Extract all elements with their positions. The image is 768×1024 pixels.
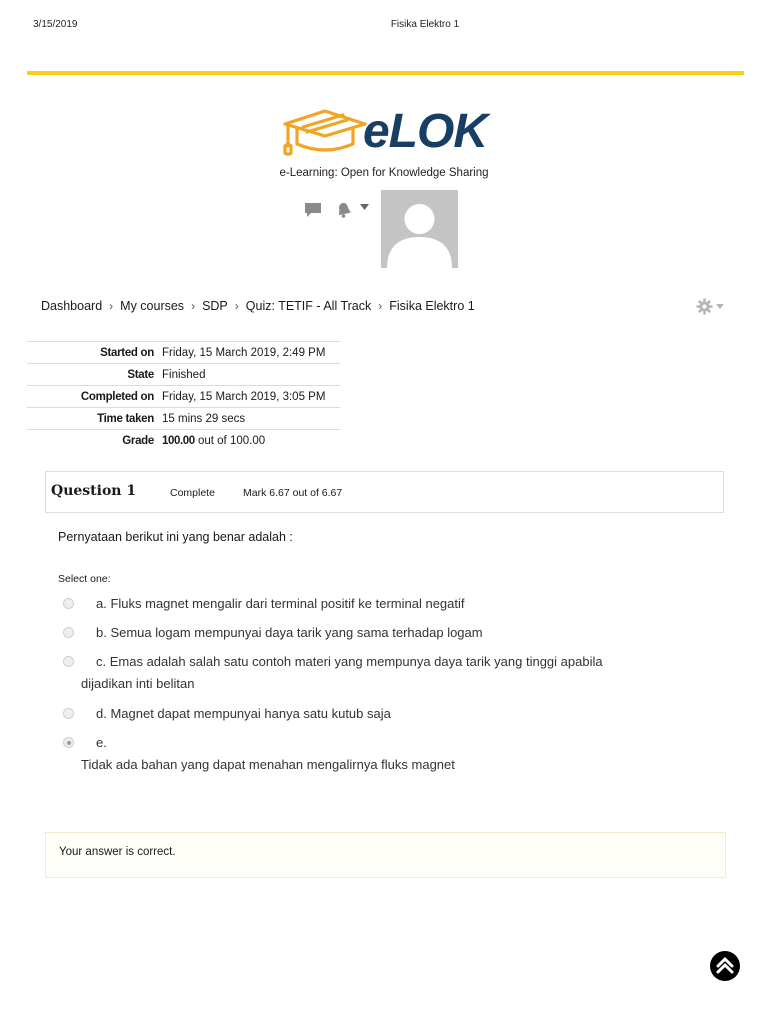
question-text: Pernyataan berikut ini yang benar adalah : xyxy=(58,530,293,544)
summary-value: Finished xyxy=(162,368,206,381)
summary-value: Friday, 15 March 2019, 2:49 PM xyxy=(162,346,326,359)
print-date: 3/15/2019 xyxy=(33,19,78,30)
summary-label: Started on xyxy=(100,346,154,359)
logo-text: eLOK xyxy=(362,105,487,158)
question-mark: Mark 6.67 out of 6.67 xyxy=(243,487,343,499)
summary-label: Completed on xyxy=(80,390,154,403)
quiz-summary-table xyxy=(27,341,340,451)
summary-value xyxy=(158,430,340,452)
summary-row-grade xyxy=(27,430,340,452)
back-to-top-icon[interactable] xyxy=(710,951,740,981)
summary-label: Time taken xyxy=(97,412,154,425)
grade-value: 100.00 xyxy=(162,434,195,447)
radio-button[interactable] xyxy=(63,708,74,719)
message-icon[interactable] xyxy=(304,202,322,218)
summary-label: State xyxy=(127,368,154,381)
summary-value: 15 mins 29 secs xyxy=(162,412,246,425)
header-accent-bar xyxy=(27,71,744,75)
breadcrumb-quiz[interactable]: Quiz: TETIF - All Track xyxy=(245,299,372,313)
summary-row-completed xyxy=(27,386,340,408)
summary-row-time-taken xyxy=(27,408,340,430)
site-logo[interactable] xyxy=(0,106,768,179)
radio-button[interactable] xyxy=(63,627,74,638)
graduation-cap-icon xyxy=(281,106,369,158)
user-menu[interactable] xyxy=(304,190,458,268)
default-user-avatar-icon xyxy=(381,190,458,268)
answer-option-e[interactable] xyxy=(63,732,455,776)
radio-button[interactable] xyxy=(63,656,74,667)
feedback-box xyxy=(45,832,726,878)
breadcrumb-dashboard[interactable]: Dashboard xyxy=(41,299,103,313)
summary-row-state xyxy=(27,364,340,386)
answer-option-label[interactable]: e. xyxy=(96,735,107,750)
print-title: Fisika Elektro 1 xyxy=(390,19,460,30)
answer-option-a[interactable] xyxy=(63,593,465,615)
grade-out-of: out of 100.00 xyxy=(197,434,266,447)
summary-label: Grade xyxy=(122,434,154,447)
gear-icon[interactable] xyxy=(696,298,713,315)
answer-option-b[interactable] xyxy=(63,622,483,644)
question-state: Complete xyxy=(170,487,215,499)
answer-option-label[interactable]: b. Semua logam mempunyai daya tarik yang sama terhadap logam xyxy=(96,625,483,640)
answer-option-label-continued[interactable]: dijadikan inti belitan xyxy=(81,676,195,691)
answer-option-label[interactable]: d. Magnet dapat mempunyai hanya satu kutub saja xyxy=(96,706,391,721)
breadcrumb-separator: › xyxy=(234,299,239,313)
avatar[interactable] xyxy=(381,190,458,268)
radio-button-selected[interactable] xyxy=(63,737,74,748)
radio-button[interactable] xyxy=(63,598,74,609)
feedback-text: Your answer is correct. xyxy=(59,846,176,858)
summary-row-started xyxy=(27,342,340,364)
settings-menu[interactable] xyxy=(696,298,724,315)
breadcrumb-my-courses[interactable]: My courses xyxy=(120,299,185,313)
caret-down-icon[interactable] xyxy=(716,304,724,309)
breadcrumb xyxy=(41,299,475,313)
answer-prompt: Select one: xyxy=(58,573,111,585)
answer-option-label[interactable]: a. Fluks magnet mengalir dari terminal positif ke terminal negatif xyxy=(96,596,465,611)
breadcrumb-separator: › xyxy=(191,299,196,313)
question-number-label: Question xyxy=(51,483,122,499)
answer-option-c[interactable] xyxy=(63,651,603,695)
question-number xyxy=(51,483,136,499)
summary-value: Friday, 15 March 2019, 3:05 PM xyxy=(162,390,326,403)
question-number-value: 1 xyxy=(126,483,137,499)
answer-option-label[interactable]: c. Emas adalah salah satu contoh materi yang mempunya daya tarik yang tinggi apabila xyxy=(96,654,603,669)
caret-down-icon[interactable] xyxy=(360,204,369,210)
bell-icon[interactable] xyxy=(336,202,352,218)
question-info xyxy=(45,471,724,513)
breadcrumb-course[interactable]: SDP xyxy=(202,299,228,313)
answer-option-d[interactable] xyxy=(63,703,391,725)
breadcrumb-separator: › xyxy=(109,299,114,313)
breadcrumb-current: Fisika Elektro 1 xyxy=(389,299,475,313)
logo-tagline: e-Learning: Open for Knowledge Sharing xyxy=(279,167,489,179)
answer-option-label-continued[interactable]: Tidak ada bahan yang dapat menahan mengalirnya fluks magnet xyxy=(81,757,455,772)
breadcrumb-separator: › xyxy=(378,299,383,313)
